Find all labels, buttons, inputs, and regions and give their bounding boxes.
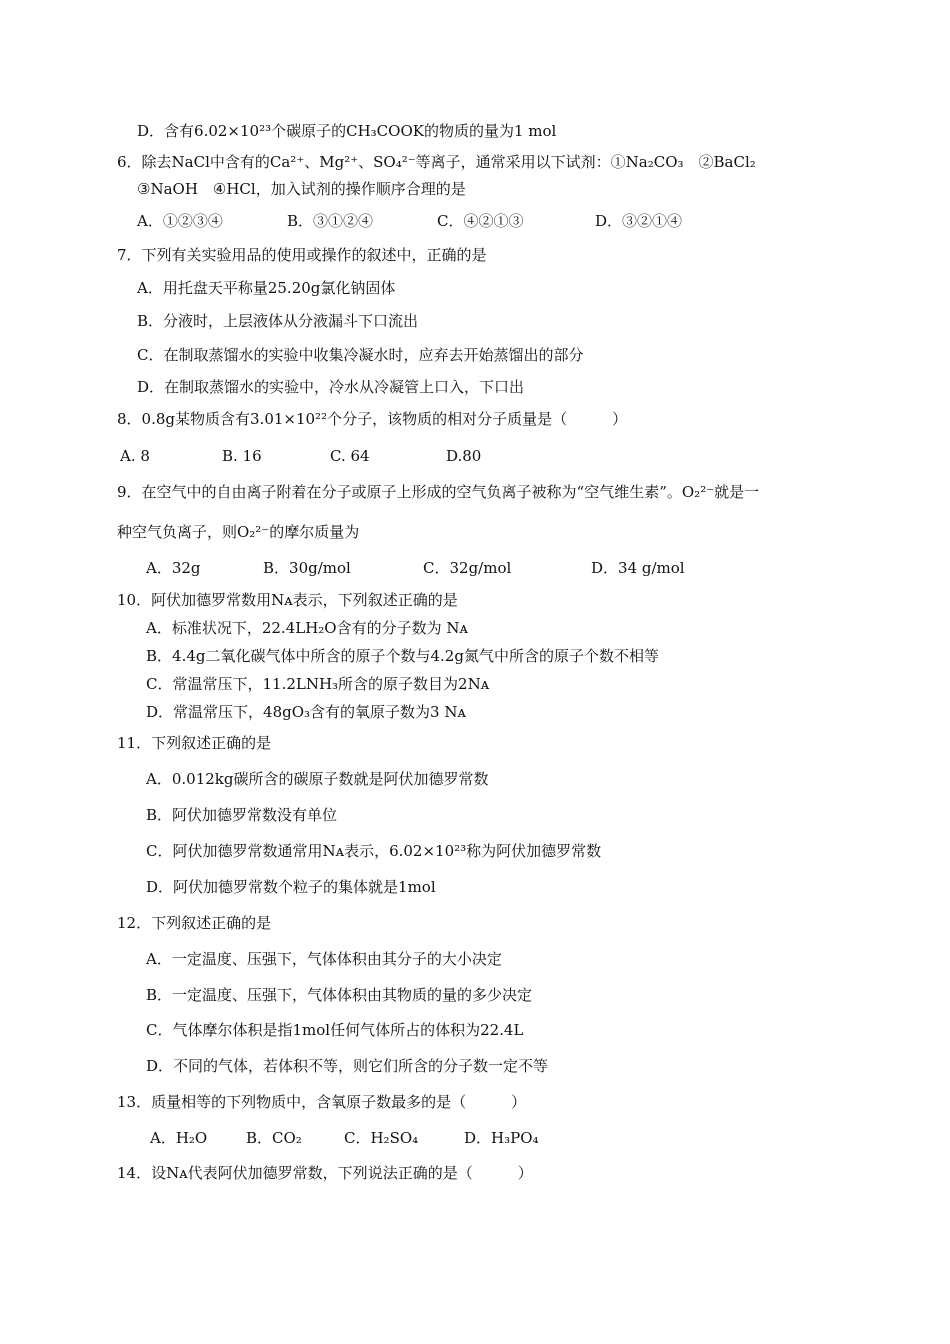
q9-option-a: A．32g (146, 559, 201, 577)
q6-options (137, 211, 682, 231)
q7-option-c: C．在制取蒸馏水的实验中收集冷凝水时，应弃去开始蒸馏出的部分 (137, 346, 584, 364)
q11-stem: 11．下列叙述正确的是 (117, 734, 272, 752)
q6-option-a: A．①②③④ (137, 212, 223, 230)
q11-option-d: D．阿伏加德罗常数个粒子的集体就是1mol (146, 878, 436, 896)
q6-option-b: B．③①②④ (287, 212, 374, 230)
q12-option-b: B．一定温度、压强下，气体体积由其物质的量的多少决定 (146, 986, 533, 1004)
q13-option-b: B．CO₂ (246, 1129, 302, 1147)
q7-option-a: A．用托盘天平称量25.20g氯化钠固体 (137, 279, 396, 297)
q13-option-c: C．H₂SO₄ (344, 1129, 419, 1147)
q8-option-c: C. 64 (330, 447, 370, 465)
q9-options (146, 558, 685, 578)
q9-option-c: C．32g/mol (423, 559, 512, 577)
q6-option-d: D．③②①④ (595, 212, 683, 230)
q14-stem: 14．设Nᴀ代表阿伏加德罗常数，下列说法正确的是（ ） (117, 1164, 533, 1182)
q11-option-c: C．阿伏加德罗常数通常用Nᴀ表示，6.02×10²³称为阿伏加德罗常数 (146, 842, 602, 860)
q9-option-d: D．34 g/mol (591, 559, 685, 577)
q7-option-b: B．分液时，上层液体从分液漏斗下口流出 (137, 312, 419, 330)
q6-stem-line1: 6．除去NaCl中含有的Ca²⁺、Mg²⁺、SO₄²⁻等离子，通常采用以下试剂：①Na₂CO₃ ②BaCl₂ (117, 153, 756, 171)
q9-option-b: B．30g/mol (263, 559, 351, 577)
q13-stem: 13．质量相等的下列物质中，含氧原子数最多的是（ ） (117, 1093, 527, 1111)
q12-option-d: D．不同的气体，若体积不等，则它们所含的分子数一定不等 (146, 1057, 549, 1075)
q6-option-c: C．④②①③ (437, 212, 524, 230)
q10-option-a: A．标准状况下，22.4LH₂O含有的分子数为 Nᴀ (146, 619, 468, 637)
q8-option-b: B. 16 (222, 447, 262, 465)
q10-option-b: B．4.4g二氧化碳气体中所含的原子个数与4.2g氮气中所含的原子个数不相等 (146, 647, 659, 665)
q13-option-d: D．H₃PO₄ (464, 1129, 539, 1147)
q10-option-d: D．常温常压下，48gO₃含有的氧原子数为3 Nᴀ (146, 703, 466, 721)
q9-stem-line2: 种空气负离子，则O₂²⁻的摩尔质量为 (117, 523, 360, 541)
q11-option-b: B．阿伏加德罗常数没有单位 (146, 806, 338, 824)
q10-stem: 10．阿伏加德罗常数用Nᴀ表示，下列叙述正确的是 (117, 591, 458, 609)
q6-stem-line2: ③NaOH ④HCl，加入试剂的操作顺序合理的是 (137, 180, 466, 198)
q12-option-a: A．一定温度、压强下，气体体积由其分子的大小决定 (146, 950, 502, 968)
q8-option-d: D.80 (446, 447, 482, 465)
q10-option-c: C．常温常压下，11.2LNH₃所含的原子数目为2Nᴀ (146, 675, 490, 693)
q12-option-c: C．气体摩尔体积是指1mol任何气体所占的体积为22.4L (146, 1021, 524, 1039)
q12-stem: 12．下列叙述正确的是 (117, 914, 272, 932)
q7-stem: 7．下列有关实验用品的使用或操作的叙述中，正确的是 (117, 246, 487, 264)
q5-option-d: D．含有6.02×10²³个碳原子的CH₃COOK的物质的量为1 mol (137, 122, 557, 140)
q13-options (150, 1128, 539, 1148)
q8-stem: 8．0.8g某物质含有3.01×10²²个分子，该物质的相对分子质量是（ ） (117, 410, 628, 428)
q9-stem-line1: 9．在空气中的自由离子附着在分子或原子上形成的空气负离子被称为“空气维生素”。O₂²⁻就是一 (117, 483, 760, 501)
q11-option-a: A．0.012kg碳所含的碳原子数就是阿伏加德罗常数 (146, 770, 489, 788)
q13-option-a: A．H₂O (150, 1129, 208, 1147)
q8-options (120, 446, 481, 466)
q8-option-a: A. 8 (120, 447, 150, 465)
q7-option-d: D．在制取蒸馏水的实验中，冷水从冷凝管上口入，下口出 (137, 378, 525, 396)
